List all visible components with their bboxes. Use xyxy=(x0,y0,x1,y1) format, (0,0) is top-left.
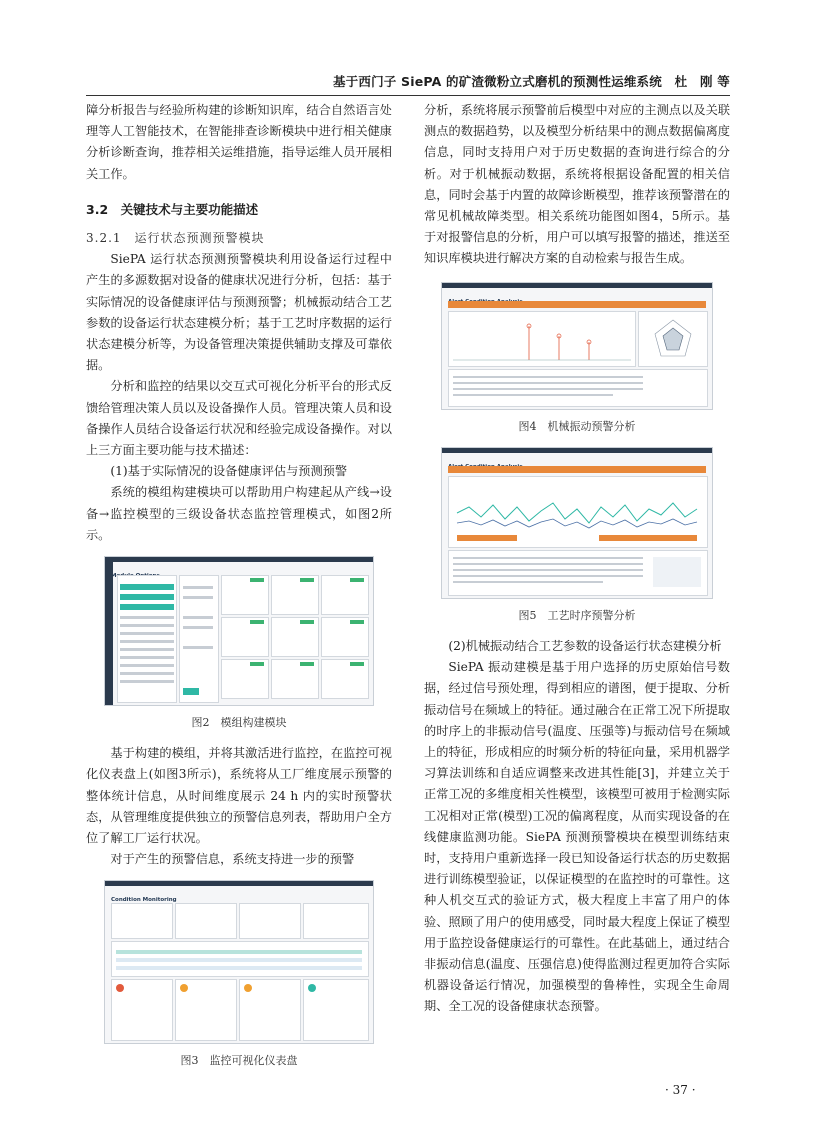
figure-5-timeseries-panel xyxy=(448,476,708,548)
figure-5-topbar xyxy=(442,448,712,453)
figure-3-timeline xyxy=(111,941,369,977)
figure-4-vibration-alert-analysis xyxy=(441,282,713,410)
figure-2-rail xyxy=(105,562,113,705)
figure-5-caption: 图5 工艺时序预警分析 xyxy=(518,608,636,622)
figure-4-trend-panel xyxy=(448,311,636,367)
subsection-heading-3-2-1: 3.2.1 运行状态预测预警模块 xyxy=(86,231,265,246)
section-heading-3-2: 3.2 关键技术与主要功能描述 xyxy=(86,201,259,217)
figure-2-caption: 图2 模组构建模块 xyxy=(191,716,287,730)
figure-2-module-builder xyxy=(104,556,374,706)
left-paragraph-2: SiePA 运行状态预测预警模块利用设备运行过程中产生的多源数据对设备的健康状况进行分析，包括：基于实际情况的设备健康评估与预测预警；机械振动结合工艺参数的设备运行状态建模分析；基于工艺时序数据的运行状态建模分析等，为设备管理决策提供辅助支撑及可靠依据。 xyxy=(86,252,392,373)
figure-2-list-panel xyxy=(117,575,177,703)
figure-4-radar-panel xyxy=(638,311,708,367)
header-rule xyxy=(86,95,730,96)
figure-2-card-grid xyxy=(221,575,369,701)
figure-5-description-panel xyxy=(448,550,708,596)
right-heading-2: (2)机械振动结合工艺参数的设备运行状态建模分析 xyxy=(448,639,722,654)
left-paragraph-7: 对于产生的预警信息，系统支持进一步的预警 xyxy=(110,852,355,867)
left-column xyxy=(86,100,392,1082)
figure-4-topbar xyxy=(442,283,712,288)
figure-4-caption: 图4 机械振动预警分析 xyxy=(518,419,636,433)
right-paragraph-1: 分析，系统将展示预警前后模型中对应的主测点以及关联测点的数据趋势，以及模型分析结果中的测点数据偏离度信息，同时支持用户对于历史数据的查询进行综合的分析。对于机械振动数据，系统将根据设备配置的相关信息，同时会基于内置的故障诊断模型，推荐该预警潜在的常见机械故障类型。相关系统功能图如图4，5所示。基于对报警信息的分析，用户可以填写报警的描述，推送至知识库模块进行解决方案的自动检索与报告生成。 xyxy=(424,103,730,266)
left-paragraph-6: 基于构建的模组，并将其激活进行监控，在监控可视化仪表盘上(如图3所示)，系统将从工厂维度展示预警的整体统计信息，从时间维度展示 24 h 内的实时预警状态，从管理维度提供独立的预警信息列表，帮助用户全方位了解工厂运行状况。 xyxy=(86,746,392,846)
figure-3-caption: 图3 监控可视化仪表盘 xyxy=(180,1054,298,1068)
running-header: 基于西门子 SiePA 的矿渣微粉立式磨机的预测性运维系统 杜 刚 等 xyxy=(332,74,730,89)
figure-2-topbar xyxy=(105,557,373,562)
left-paragraph-4: (1)基于实际情况的设备健康评估与预测预警 xyxy=(110,464,348,479)
right-column xyxy=(424,100,730,1018)
figure-4-alert-banner xyxy=(448,301,706,308)
right-paragraph-2: SiePA 振动建模是基于用户选择的历史原始信号数据，经过信号预处理，得到相应的谱图，便于提取、分析振动信号在频域上的特征。通过融合在正常工况下所提取的时序上的非振动信号(温度、压强等)与振动信号在频域上的特征，形成相应的时频分析的特征向量，采用机器学习算法训练和自适应调整来改进其性能[3]，并建立关于正常工况的多维度相关性模型，该模型可被用于检测实际工况相对正常(模型)工况的偏离程度，从而实现设备的在线健康监测功能。SiePA 预测预警模块在模型训练结束时，支持用户重新选择一段已知设备运行状态的历史数据进行训练模型验证，以保证模型的在监控时的可靠性。这种人机交互式的验证方式，极大程度上丰富了用户的体验、照顾了用户的使用感受，同时最大程度上保证了模型用于监控设备健康运行的可靠性。在此基础上，通过结合非振动信息(温度、压强信息)使得监测过程更加符合实际机器设备运行情况，加强模型的鲁棒性，实现全生命周期、全工况的设备健康状态预警。 xyxy=(424,660,730,1014)
left-paragraph-1: 障分析报告与经验所构建的诊断知识库，结合自然语言处理等人工智能技术，在智能排查诊断模块中进行相关健康分析诊断查询，推荐相关运维措施，指导运维人员开展相关工作。 xyxy=(86,103,392,181)
left-paragraph-3: 分析和监控的结果以交互式可视化分析平台的形式反馈给管理决策人员以及设备操作人员。管理决策人员和设备操作人员结合设备运行状况和经验完成设备操作。对以上三方面主要功能与技术描述： xyxy=(86,379,392,458)
figure-3-topbar xyxy=(105,881,373,886)
figure-4-description-panel xyxy=(448,369,708,407)
figure-3-stat-cards xyxy=(111,903,367,937)
figure-2-options-panel xyxy=(179,575,219,703)
figure-3-ui-title: Condition Monitoring xyxy=(111,897,177,904)
figure-3-monitoring-dashboard xyxy=(104,880,374,1044)
left-paragraph-5: 系统的模组构建模块可以帮助用户构建起从产线→设备→监控模型的三级设备状态监控管理模式，如图2所示。 xyxy=(86,485,392,542)
figure-5-alert-banner xyxy=(448,466,706,473)
figure-3-alert-cards xyxy=(111,979,367,1039)
figure-5-process-timeseries-analysis xyxy=(441,447,713,599)
page-number: · 37 · xyxy=(665,1083,696,1097)
